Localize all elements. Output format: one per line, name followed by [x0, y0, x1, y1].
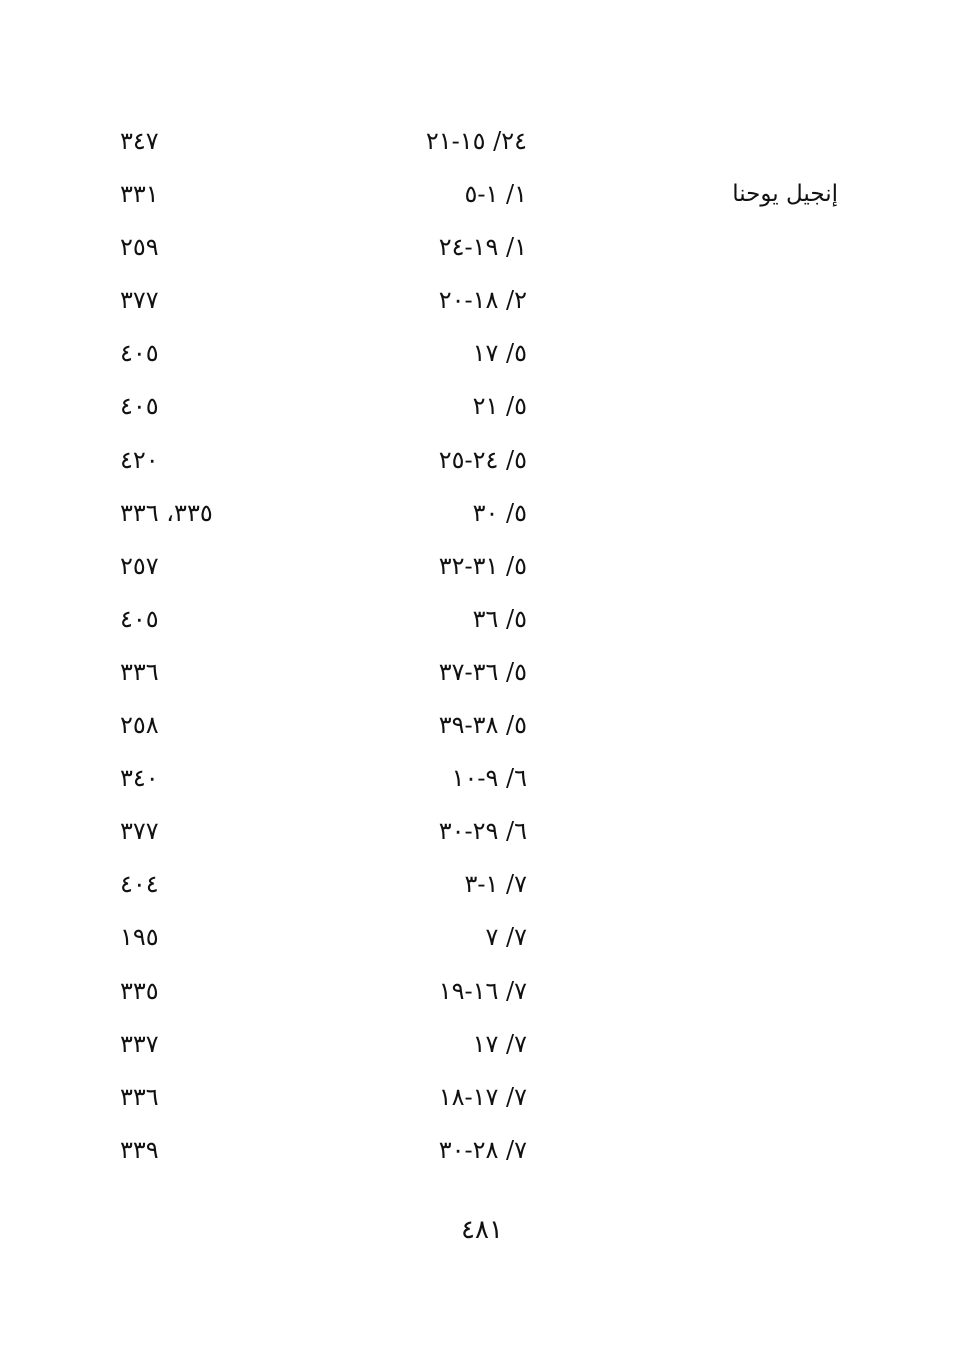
index-row	[0, 753, 964, 806]
verse-reference: ٥/ ٣١-٣٢	[438, 551, 527, 580]
page-reference: ٣٣٦	[120, 657, 159, 686]
page-number: ٤٨١	[461, 1215, 503, 1245]
page-reference: ٣٣٥، ٣٣٦	[120, 498, 213, 527]
page-reference: ٣٣٧	[120, 1029, 159, 1058]
page-reference: ٢٥٩	[120, 233, 159, 262]
verse-reference: ٢٤/ ١٥-٢١	[425, 127, 527, 155]
index-row	[0, 222, 964, 275]
page-reference: ٣٤٠	[120, 764, 159, 793]
page-reference: ٤٢٠	[120, 445, 159, 474]
page-reference: ٣٧٧	[120, 817, 159, 846]
index-row	[0, 381, 964, 434]
page-reference: ٣٣١	[120, 180, 159, 209]
index-row	[0, 275, 964, 328]
index-row	[0, 594, 964, 647]
index-row	[0, 912, 964, 965]
index-row	[0, 435, 964, 488]
page-reference: ٤٠٤	[120, 870, 159, 899]
page-reference: ٢٥٨	[120, 711, 159, 740]
index-row	[0, 859, 964, 912]
verse-reference: ٧/ ١٦-١٩	[438, 976, 527, 1005]
verse-reference: ٧/ ٧	[485, 923, 527, 952]
index-row	[0, 700, 964, 753]
index-row	[0, 1125, 964, 1178]
page-reference: ٣٣٦	[120, 1082, 159, 1111]
page-reference: ٣٤٧	[120, 127, 159, 155]
page-reference: ٢٥٧	[120, 551, 159, 580]
book-name: إنجيل يوحنا	[732, 181, 838, 208]
verse-reference: ٧/ ٢٨-٣٠	[438, 1135, 527, 1164]
verse-reference: ٥/ ٣٠	[472, 498, 527, 527]
page-reference: ٤٠٥	[120, 604, 159, 633]
scripture-index-table	[0, 116, 964, 1178]
verse-reference: ٥/ ٣٨-٣٩	[438, 711, 527, 740]
verse-reference: ٧/ ١٧-١٨	[438, 1082, 527, 1111]
verse-reference: ١/ ١٩-٢٤	[438, 233, 527, 262]
verse-reference: ٧/ ١٧	[472, 1029, 527, 1058]
verse-reference: ٦/ ٩-١٠	[451, 764, 527, 793]
verse-reference: ٧/ ١-٣	[464, 870, 527, 899]
index-row	[0, 647, 964, 700]
index-row	[0, 541, 964, 594]
verse-reference: ٦/ ٢٩-٣٠	[438, 817, 527, 846]
index-row	[0, 1019, 964, 1072]
page-reference: ٤٠٥	[120, 392, 159, 421]
index-row	[0, 328, 964, 381]
verse-reference: ٥/ ١٧	[472, 339, 527, 368]
index-row	[0, 488, 964, 541]
verse-reference: ٢/ ١٨-٢٠	[438, 286, 527, 315]
page-reference: ٣٣٩	[120, 1135, 159, 1164]
verse-reference: ٥/ ٣٦	[472, 604, 527, 633]
index-row	[0, 1072, 964, 1125]
page-reference: ٣٣٥	[120, 976, 159, 1005]
page-reference: ٤٠٥	[120, 339, 159, 368]
verse-reference: ٥/ ٢١	[472, 392, 527, 421]
index-row	[0, 806, 964, 859]
verse-reference: ٥/ ٣٦-٣٧	[438, 657, 527, 686]
index-row	[0, 966, 964, 1019]
page-reference: ١٩٥	[120, 923, 159, 952]
page-reference: ٣٧٧	[120, 286, 159, 315]
index-row	[0, 116, 964, 169]
verse-reference: ٥/ ٢٤-٢٥	[438, 445, 527, 474]
verse-reference: ١/ ١-٥	[464, 180, 527, 209]
index-row	[0, 169, 964, 222]
